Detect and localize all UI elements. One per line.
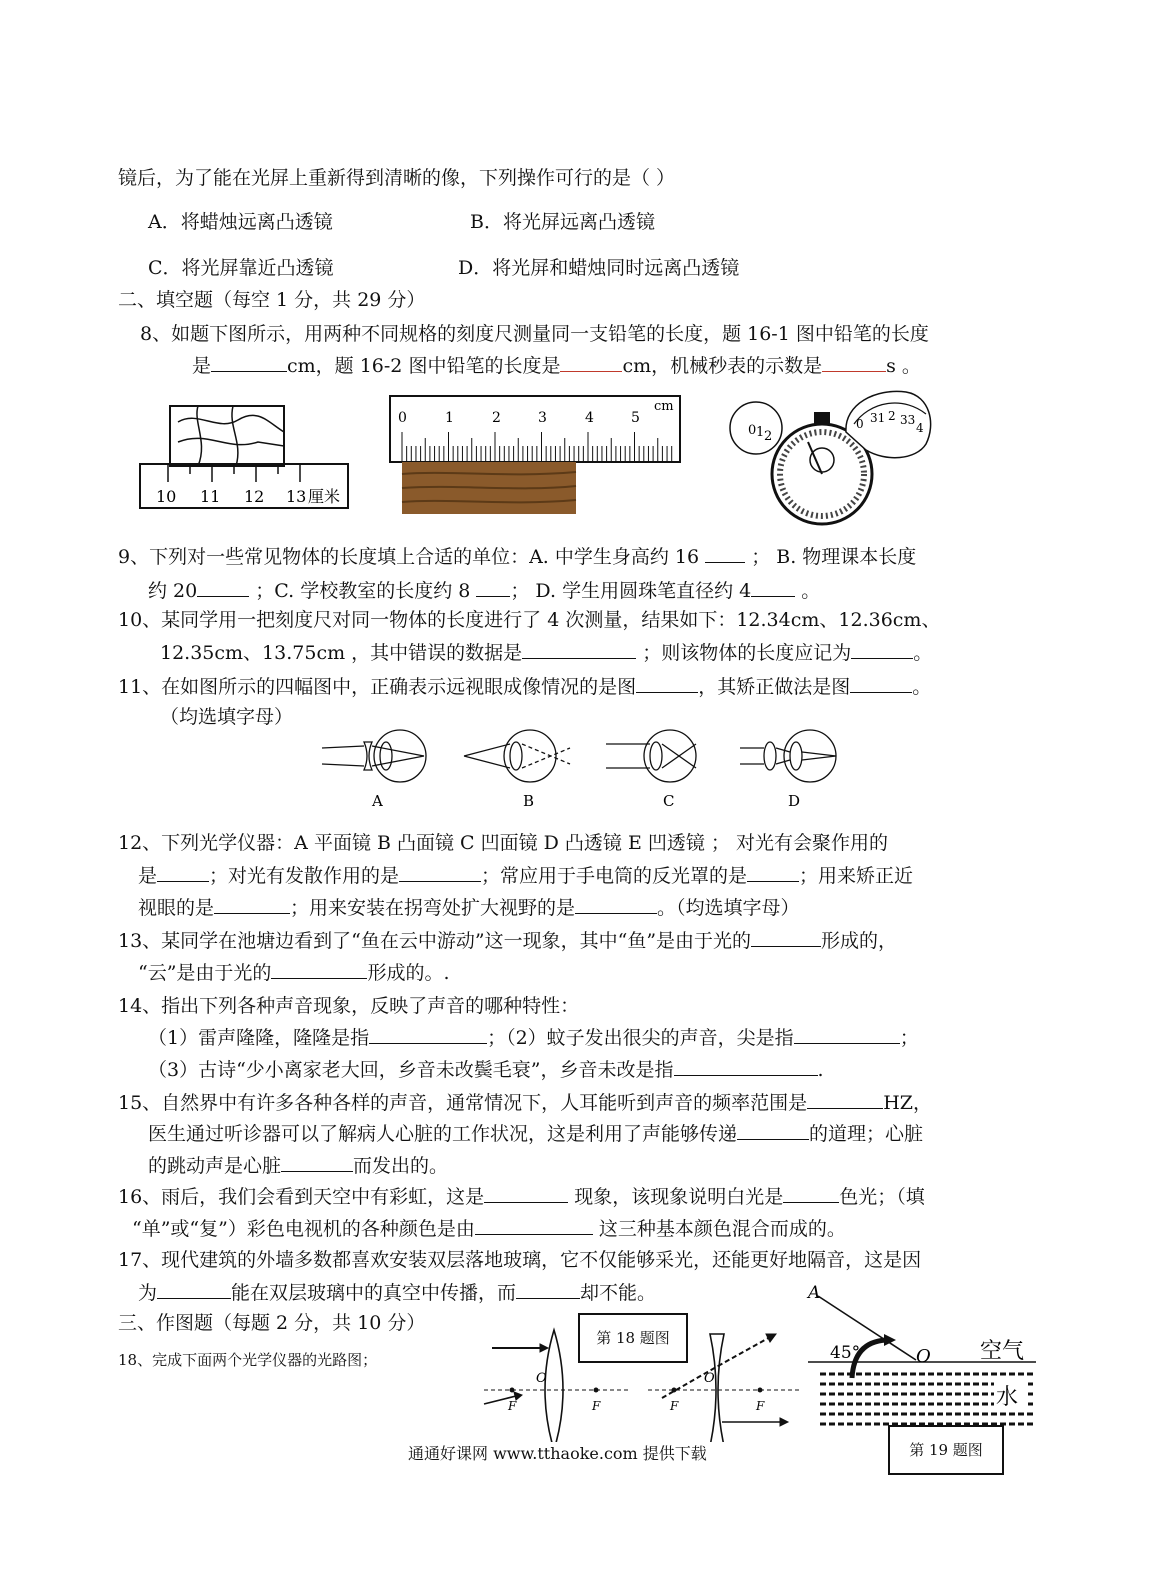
eye-d xyxy=(740,730,836,782)
svg-text:4: 4 xyxy=(916,421,924,435)
ruler1-tick-13: 13 xyxy=(286,487,307,506)
q19-refraction-diagram xyxy=(800,1278,1040,1436)
ruler2-tick-1: 1 xyxy=(445,410,454,426)
concave-lens-diagram xyxy=(648,1334,800,1442)
q19-figure-label: 第 19 题图 xyxy=(888,1425,1004,1475)
ruler1-tick-11: 11 xyxy=(200,487,221,506)
eye-label-c: C xyxy=(663,792,675,810)
eye-label-d: D xyxy=(788,792,801,810)
ruler1-tick-10: 10 xyxy=(156,487,177,506)
q16-line2: “单”或“复”）彩色电视机的各种颜色是由 这三种基本颜色混合而成的。 xyxy=(132,1218,846,1240)
point-o: O xyxy=(916,1346,931,1367)
svg-text:F: F xyxy=(756,1399,765,1413)
angle-label: 45° xyxy=(830,1343,861,1363)
ruler2-tick-0: 0 xyxy=(398,410,407,426)
q14-line2: （1）雷声隆隆，隆隆是指 ；（2）蚊子发出很尖的声音，尖是指 ； xyxy=(148,1027,919,1049)
q16-blank-2[interactable] xyxy=(783,1184,839,1203)
q10-line2: 12.35cm、13.75cm ，其中错误的数据是 ；则该物体的长度应记为 。 xyxy=(160,642,933,664)
q16-line1: 16、雨后，我们会看到天空中有彩虹，这是 现象，该现象说明白光是 色光；（填 xyxy=(118,1186,925,1208)
convex-lens-diagram xyxy=(484,1330,628,1442)
eye-label-a: A xyxy=(372,792,383,810)
eye-diagrams xyxy=(320,726,850,816)
svg-text:O: O xyxy=(536,1371,547,1386)
svg-text:F: F xyxy=(592,1399,601,1413)
q16-blank-3[interactable] xyxy=(475,1216,593,1235)
q8-line1: 8、如题下图所示，用两种不同规格的刻度尺测量同一支铅笔的长度，题 16-1 图中铅笔的长度 xyxy=(140,323,929,345)
q7-stem: 镜后，为了能在光屏上重新得到清晰的像，下列操作可行的是（ ） xyxy=(118,167,676,189)
q9-blank-a[interactable] xyxy=(705,544,745,563)
q8-blank-2[interactable] xyxy=(560,353,622,372)
q8-line2: 是 cm，题 16-2 图中铅笔的长度是 cm，机械秒表的示数是 s 。 xyxy=(192,355,921,377)
q13-line2: “云”是由于光的 形成的。. xyxy=(138,962,450,984)
q13-blank-1[interactable] xyxy=(751,928,821,947)
q12-line2: 是 ；对光有发散作用的是 ；常应用于手电筒的反光罩的是 ；用来矫正近 xyxy=(138,865,914,887)
q10-line1: 10、某同学用一把刻度尺对同一物体的长度进行了 4 次测量，结果如下：12.34cm、12.36cm、 xyxy=(118,609,941,631)
q17-line2: 为 能在双层玻璃中的真空中传播，而 却不能。 xyxy=(138,1282,657,1304)
q9-line1: 9、下列对一些常见物体的长度填上合适的单位：A. 中学生身高约 16 ； B. 物理课本长度 xyxy=(118,546,917,568)
eye-label-b: B xyxy=(523,792,535,810)
q11-line1: 11、在如图所示的四幅图中，正确表示远视眼成像情况的是图 ，其矫正做法是图 。 xyxy=(118,676,932,698)
ruler2-tick-5: 5 xyxy=(631,410,640,426)
section-2-title: 二、填空题（每空 1 分，共 29 分） xyxy=(118,289,426,311)
q18-text: 18、完成下面两个光学仪器的光路图； xyxy=(118,1351,378,1369)
svg-text:2: 2 xyxy=(764,429,773,444)
q12-blank-3[interactable] xyxy=(747,863,799,882)
q11-blank-1[interactable] xyxy=(636,674,698,693)
q17-blank-1[interactable] xyxy=(157,1280,231,1299)
q7-option-a: A．将蜡烛远离凸透镜 xyxy=(148,211,333,233)
ruler-figure-16-1 xyxy=(138,402,354,512)
svg-text:0: 0 xyxy=(748,423,757,438)
ruler2-tick-4: 4 xyxy=(585,410,594,426)
q15-line1: 15、自然界中有许多各种各样的声音，通常情况下，人耳能听到声音的频率范围是 HZ， xyxy=(118,1092,932,1114)
q7-option-b: B．将光屏远离凸透镜 xyxy=(470,211,655,233)
water-label: 水 xyxy=(996,1385,1019,1410)
q14-blank-1[interactable] xyxy=(369,1025,487,1044)
eye-c xyxy=(606,730,696,782)
q12-blank-1[interactable] xyxy=(157,863,209,882)
q17-line1: 17、现代建筑的外墙多数都喜欢安装双层落地玻璃，它不仅能够采光，还能更好地隔音，这是因 xyxy=(118,1249,922,1271)
q9-line2: 约 20 ；C. 学校教室的长度约 8 ； D. 学生用圆珠笔直径约 4 。 xyxy=(148,580,821,602)
q10-blank-1[interactable] xyxy=(522,640,636,659)
q7-option-d: D．将光屏和蜡烛同时远离凸透镜 xyxy=(458,257,740,279)
q14-blank-3[interactable] xyxy=(674,1057,818,1076)
svg-text:0: 0 xyxy=(856,417,864,431)
q12-line3: 视眼的是 ；用来安装在拐弯处扩大视野的是 。（均选填字母） xyxy=(138,897,800,919)
ruler1-tick-12: 12 xyxy=(244,487,265,506)
q7-option-c: C．将光屏靠近凸透镜 xyxy=(148,257,334,279)
point-a: A xyxy=(808,1283,821,1303)
svg-text:O: O xyxy=(704,1371,715,1386)
ruler2-tick-3: 3 xyxy=(538,410,547,426)
eye-b xyxy=(464,730,570,782)
air-label: 空气 xyxy=(980,1339,1025,1364)
q9-blank-d[interactable] xyxy=(751,578,795,597)
q14-blank-2[interactable] xyxy=(794,1025,900,1044)
q8-blank-1[interactable] xyxy=(211,353,287,372)
q15-blank-1[interactable] xyxy=(807,1090,883,1109)
q18-lens-diagrams xyxy=(482,1318,802,1442)
q14-line1: 14、指出下列各种声音现象，反映了声音的哪种特性： xyxy=(118,995,580,1017)
q18-figure-label: 第 18 题图 xyxy=(578,1313,688,1363)
ruler-figure-16-2 xyxy=(388,392,692,518)
svg-text:F: F xyxy=(670,1399,679,1413)
q14-line3: （3）古诗“少小离家老大回，乡音未改鬓毛衰”，乡音未改是指 . xyxy=(148,1059,824,1081)
q13-blank-2[interactable] xyxy=(271,960,367,979)
svg-text:2: 2 xyxy=(888,409,896,423)
stopwatch-figure xyxy=(726,384,938,530)
q8-blank-3[interactable] xyxy=(822,353,886,372)
ruler2-tick-2: 2 xyxy=(492,410,501,426)
section-3-title: 三、作图题（每题 2 分，共 10 分） xyxy=(118,1312,426,1334)
q12-blank-2[interactable] xyxy=(399,863,481,882)
q10-blank-2[interactable] xyxy=(851,640,913,659)
svg-text:33: 33 xyxy=(900,413,916,427)
q15-line2: 医生通过听诊器可以了解病人心脏的工作状况，这是利用了声能够传递 的道理；心脏 xyxy=(148,1123,924,1145)
q13-line1: 13、某同学在池塘边看到了“鱼在云中游动”这一现象，其中“鱼”是由于光的 形成的， xyxy=(118,930,898,952)
q17-blank-2[interactable] xyxy=(516,1280,580,1299)
svg-text:1: 1 xyxy=(756,425,765,440)
svg-text:31: 31 xyxy=(870,411,886,425)
q15-blank-3[interactable] xyxy=(281,1153,353,1172)
eye-a xyxy=(322,730,426,782)
q12-blank-4[interactable] xyxy=(214,895,290,914)
footer-credit: 通通好课网 www.tthaoke.com 提供下载 xyxy=(408,1444,707,1463)
q12-blank-5[interactable] xyxy=(575,895,657,914)
q9-blank-b[interactable] xyxy=(197,578,249,597)
q16-blank-1[interactable] xyxy=(484,1184,568,1203)
q15-blank-2[interactable] xyxy=(737,1121,809,1140)
svg-text:F: F xyxy=(508,1399,517,1413)
q12-line1: 12、下列光学仪器：A 平面镜 B 凸面镜 C 凹面镜 D 凸透镜 E 凹透镜 ； 对光有会聚作用的 xyxy=(118,832,888,854)
ruler1-unit: 厘米 xyxy=(308,487,341,506)
ruler2-unit: cm xyxy=(654,399,674,414)
q11-line2: （均选填字母） xyxy=(160,706,294,728)
q11-blank-2[interactable] xyxy=(850,674,912,693)
q9-blank-c[interactable] xyxy=(476,578,510,597)
q15-line3: 的跳动声是心脏 而发出的。 xyxy=(148,1155,449,1177)
